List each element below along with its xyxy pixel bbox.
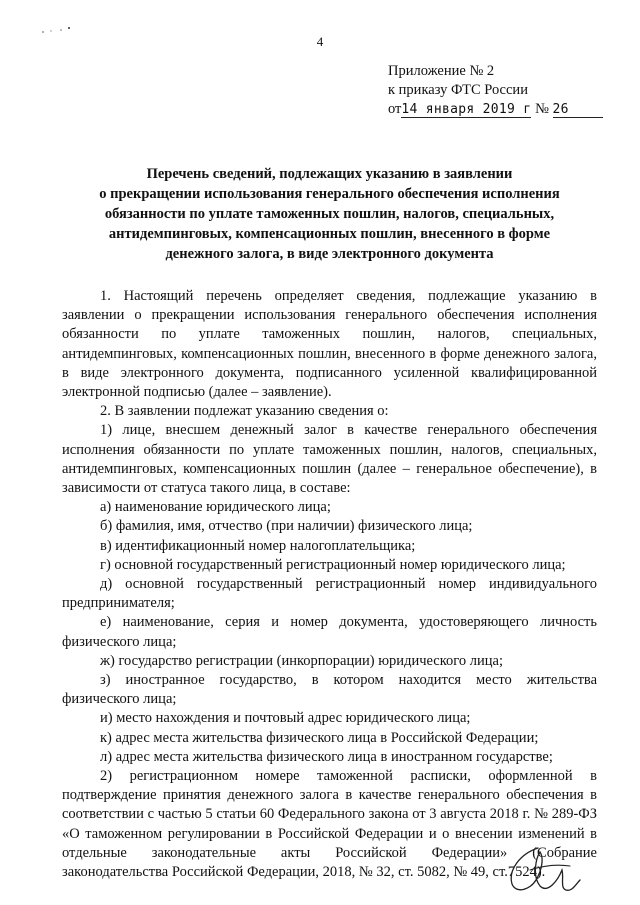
subitem-b: б) фамилия, имя, отчество (при наличии) физического лица; [100,518,473,535]
handwritten-signature [500,840,590,900]
scan-specks [40,18,90,38]
subitem-v: в) идентификационный номер налогоплательщика; [100,537,416,554]
annex-block [388,62,603,119]
subitem-zh: ж) государство регистрации (инкорпорации) юридического лица; [100,652,503,669]
title-line: обязанности по уплате таможенных пошлин, налогов, специальных, [104,206,555,222]
paragraph-1: 1. Настоящий перечень определяет сведения, подлежащие указанию в заявлении о прекращении использования генерального обеспечения исполнения обязанности по уплате таможенных пошлин, налогов, специальных, антидемпинговых, компенсационных пошлин, внесенного в форме денежного залога, в виде электронного документа, подписанного усиленной квалифицированной электронной подписью (далее – заявление). [62,288,597,401]
title-line: антидемпинговых, компенсационных пошлин, внесенного в форме [108,226,551,242]
annex-date-line [388,100,603,119]
paragraph-2: 2. В заявлении подлежат указанию сведения о: [100,403,389,420]
page-number: 4 [316,34,324,49]
item-person: 1) лице, внесшем денежный залог в качестве генерального обеспечения исполнения обязанности по уплате таможенных пошлин, налогов, специальных, антидемпинговых, компенсационных пошлин (далее – генеральное обеспечение), в зависимости от статуса такого лица, в составе: [62,422,597,497]
title-line: Перечень сведений, подлежащих указанию в заявлении [146,166,513,182]
document-title [62,164,597,264]
title-line: денежного залога, в виде электронного документа [165,246,494,262]
subitem-e: е) наименование, серия и номер документа, удостоверяющего личность физического лица; [62,614,597,650]
number-prefix: № [535,101,549,117]
subitem-z: з) иностранное государство, в котором находится место жительства физического лица; [62,672,597,708]
annex-title: Приложение № 2 [388,63,495,79]
document-body [62,287,597,882]
annex-order-ref: к приказу ФТС России [388,82,528,98]
order-number: 26 [552,102,569,117]
subitem-i: и) место нахождения и почтовый адрес юридического лица; [100,710,471,727]
subitem-g: г) основной государственный регистрационный номер юридического лица; [100,556,566,573]
title-line: о прекращении использования генерального обеспечения исполнения [99,186,560,202]
item-receipt: 2) регистрационном номере таможенной расписки, оформленной в подтверждение принятия денежного залога в качестве генерального обеспечения в соответствии с частью 5 статьи 60 Федерального закона от 3 августа 2018 г. № 289-ФЗ «О таможенном регулировании в Российской Федерации и о внесении изменений в отдельные законодательные акты Российской Федерации» (Собрание законодательства Российской Федерации, 2018, № 32, ст. 5082, № 49, ст.7524). [62,768,597,881]
subitem-k: к) адрес места жительства физического лица в Российской Федерации; [100,729,539,746]
order-date: 14 января 2019 г [401,102,532,117]
subitem-l: л) адрес места жительства физического лица в иностранном государстве; [100,748,553,765]
subitem-a: а) наименование юридического лица; [100,499,331,516]
date-prefix: от [388,101,402,117]
subitem-d: д) основной государственный регистрационный номер индивидуального предпринимателя; [62,576,597,612]
